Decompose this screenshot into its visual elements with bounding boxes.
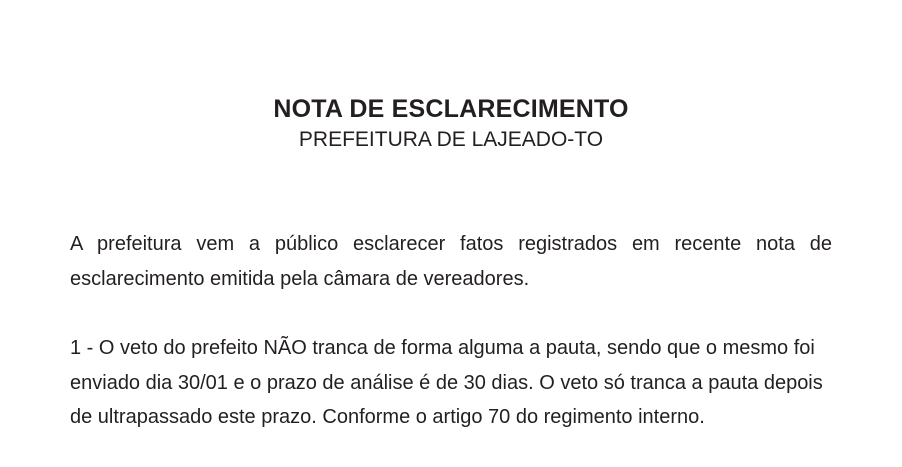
paragraph-item-1: 1 - O veto do prefeito NÃO tranca de forma alguma a pauta, sendo que o mesmo foi enviado dia 30/01 e o prazo de análise é de 30 dias. O veto só tranca a pauta depois de ultrapassado este prazo. Conforme o artigo 70 do regimento interno. (70, 337, 823, 428)
document-subtitle: PREFEITURA DE LAJEADO-TO (298, 128, 604, 151)
paragraph-intro: A prefeitura vem a público esclarecer fatos registrados em recente nota de esclarecimento emitida pela câmara de vereadores. (70, 233, 832, 290)
document-title: NOTA DE ESCLARECIMENTO (273, 95, 629, 123)
